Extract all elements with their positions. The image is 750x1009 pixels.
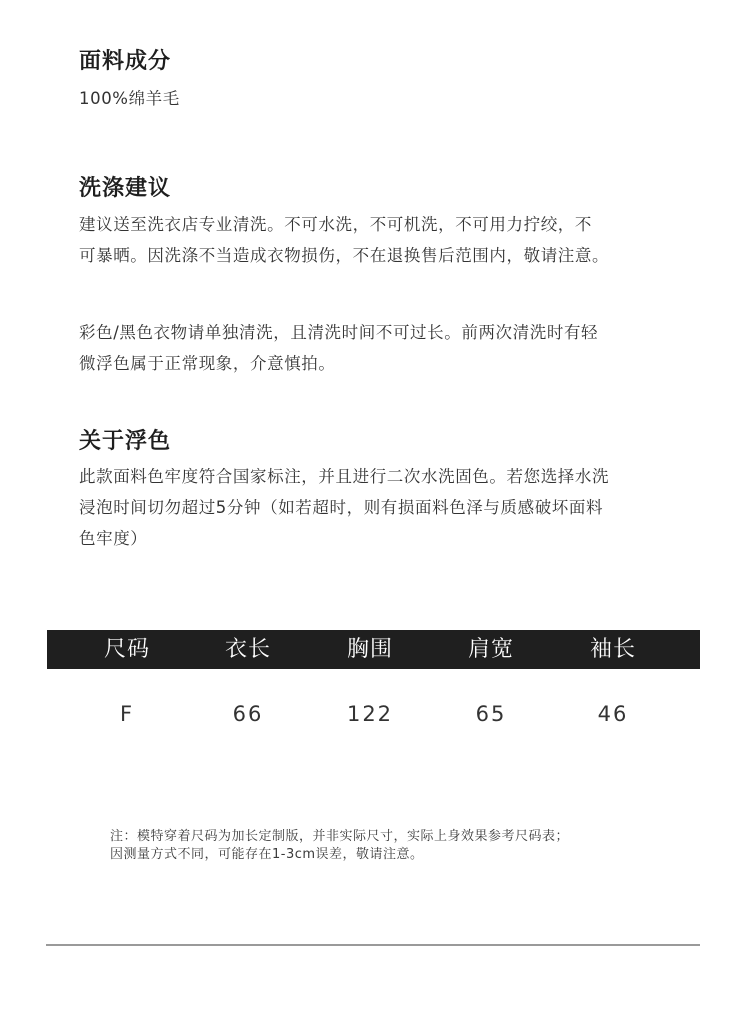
- washing-heading: 洗涤建议: [79, 176, 172, 201]
- fading-heading: 关于浮色: [79, 429, 172, 454]
- fabric-content: [79, 83, 689, 114]
- fabric-heading: 面料成分: [79, 49, 172, 74]
- size-table-header: [47, 630, 700, 669]
- size-header-cell: 尺码: [103, 637, 150, 662]
- fading-line: 色牢度）: [79, 529, 148, 548]
- chest-value-cell: 122: [346, 702, 394, 726]
- measurement-note: [110, 828, 670, 864]
- chest-header-cell: 胸围: [346, 637, 393, 662]
- length-header-cell: 衣长: [224, 637, 271, 662]
- washing-p1-line: 建议送至洗衣店专业清洗。不可水洗，不可机洗，不可用力拧绞，不: [79, 215, 592, 234]
- fabric-content-text: 100%绵羊毛: [79, 89, 180, 108]
- washing-paragraph-1: [79, 209, 689, 271]
- washing-p1-line: 可暴晒。因洗涤不当造成衣物损伤，不在退换售后范围内，敬请注意。: [79, 246, 610, 265]
- fading-line: 此款面料色牢度符合国家标注，并且进行二次水洗固色。若您选择水洗: [79, 467, 610, 486]
- bottom-divider: [46, 944, 700, 946]
- fading-line: 浸泡时间切勿超过5分钟（如若超时，则有损面料色泽与质感破坏面料: [79, 498, 604, 517]
- note-line: 注：模特穿着尺码为加长定制版，并非实际尺寸，实际上身效果参考尺码表；: [110, 829, 570, 844]
- size-value-cell: F: [119, 702, 135, 726]
- washing-p2-line: 彩色/黑色衣物请单独清洗，且清洗时间不可过长。前两次清洗时有轻: [79, 323, 599, 342]
- shoulder-value-cell: 65: [475, 702, 507, 726]
- shoulder-header-cell: 肩宽: [467, 637, 514, 662]
- fading-paragraph: [79, 461, 689, 554]
- note-line: 因测量方式不同，可能存在1-3cm误差，敬请注意。: [110, 847, 424, 862]
- sleeve-value-cell: 46: [597, 702, 629, 726]
- length-value-cell: 66: [232, 702, 264, 726]
- sleeve-header-cell: 袖长: [589, 637, 636, 662]
- washing-p2-line: 微浮色属于正常现象，介意慎拍。: [79, 354, 336, 373]
- washing-paragraph-2: [79, 317, 689, 379]
